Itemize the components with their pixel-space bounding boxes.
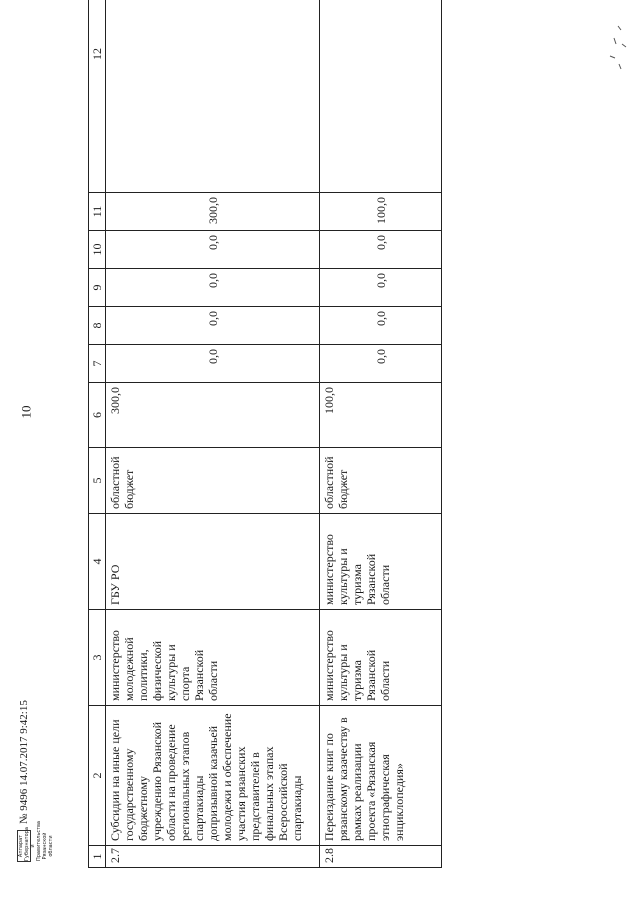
total-amount: 100,0 — [320, 383, 442, 448]
header-cell: 7 — [89, 345, 106, 383]
year-amount: 0,0 — [320, 231, 442, 269]
year-amount: 0,0 — [106, 345, 320, 383]
participant: ГБУ РО — [106, 514, 320, 610]
scan-mark-icon — [604, 20, 630, 80]
row-number: 2.7 — [106, 846, 320, 868]
funding-source: областной бюджет — [320, 448, 442, 514]
table-row — [106, 0, 320, 868]
funding-source: областной бюджет — [106, 448, 320, 514]
notes-cell — [106, 0, 320, 193]
page-number: 10 — [18, 405, 34, 419]
notes-cell — [320, 0, 442, 193]
year-amount: 0,0 — [320, 269, 442, 307]
table-row — [320, 0, 442, 868]
header-cell: 11 — [89, 193, 106, 231]
responsible-executor: министерство культуры и туризма Рязанской области — [320, 610, 442, 706]
measure-name: Субсидии на иные цели государственному бюджетному учреждению Рязанской области на проведение региональных этапов спартакиады допризывной казачьей молодежи и обеспечение участия рязанских представителей в финальных этапах Всероссийской спартакиады — [106, 706, 320, 846]
header-cell: 8 — [89, 307, 106, 345]
rotated-table-container — [88, 16, 440, 868]
program-table — [88, 0, 442, 868]
year-amount: 0,0 — [106, 269, 320, 307]
header-row — [89, 0, 106, 868]
header-cell: 12 — [89, 0, 106, 193]
year-amount: 0,0 — [106, 307, 320, 345]
row-number: 2.8 — [320, 846, 442, 868]
header-cell: 10 — [89, 231, 106, 269]
registration-number: № 9496 14.07.2017 9:42:15 — [18, 700, 30, 824]
year-amount: 0,0 — [320, 345, 442, 383]
responsible-executor: министерство молодежной политики, физической культуры и спорта Рязанской области — [106, 610, 320, 706]
year-amount: 0,0 — [320, 307, 442, 345]
participant: министерство культуры и туризма Рязанской области — [320, 514, 442, 610]
measure-name: Переиздание книг по рязанскому казачеству в рамках реализации проекта «Рязанская этнографическая энциклопедия» — [320, 706, 442, 846]
header-cell: 2 — [89, 706, 106, 846]
year-amount: 300,0 — [106, 193, 320, 231]
header-cell: 9 — [89, 269, 106, 307]
header-cell: 1 — [89, 846, 106, 868]
header-cell: 4 — [89, 514, 106, 610]
header-cell: 6 — [89, 383, 106, 448]
year-amount: 0,0 — [106, 231, 320, 269]
header-cell: 3 — [89, 610, 106, 706]
year-amount: 100,0 — [320, 193, 442, 231]
header-cell: 5 — [89, 448, 106, 514]
registration-stamp — [14, 602, 54, 862]
registration-stamp-icon: Аппарат Губернатора и Правительства Рязанской области — [18, 821, 54, 861]
total-amount: 300,0 — [106, 383, 320, 448]
